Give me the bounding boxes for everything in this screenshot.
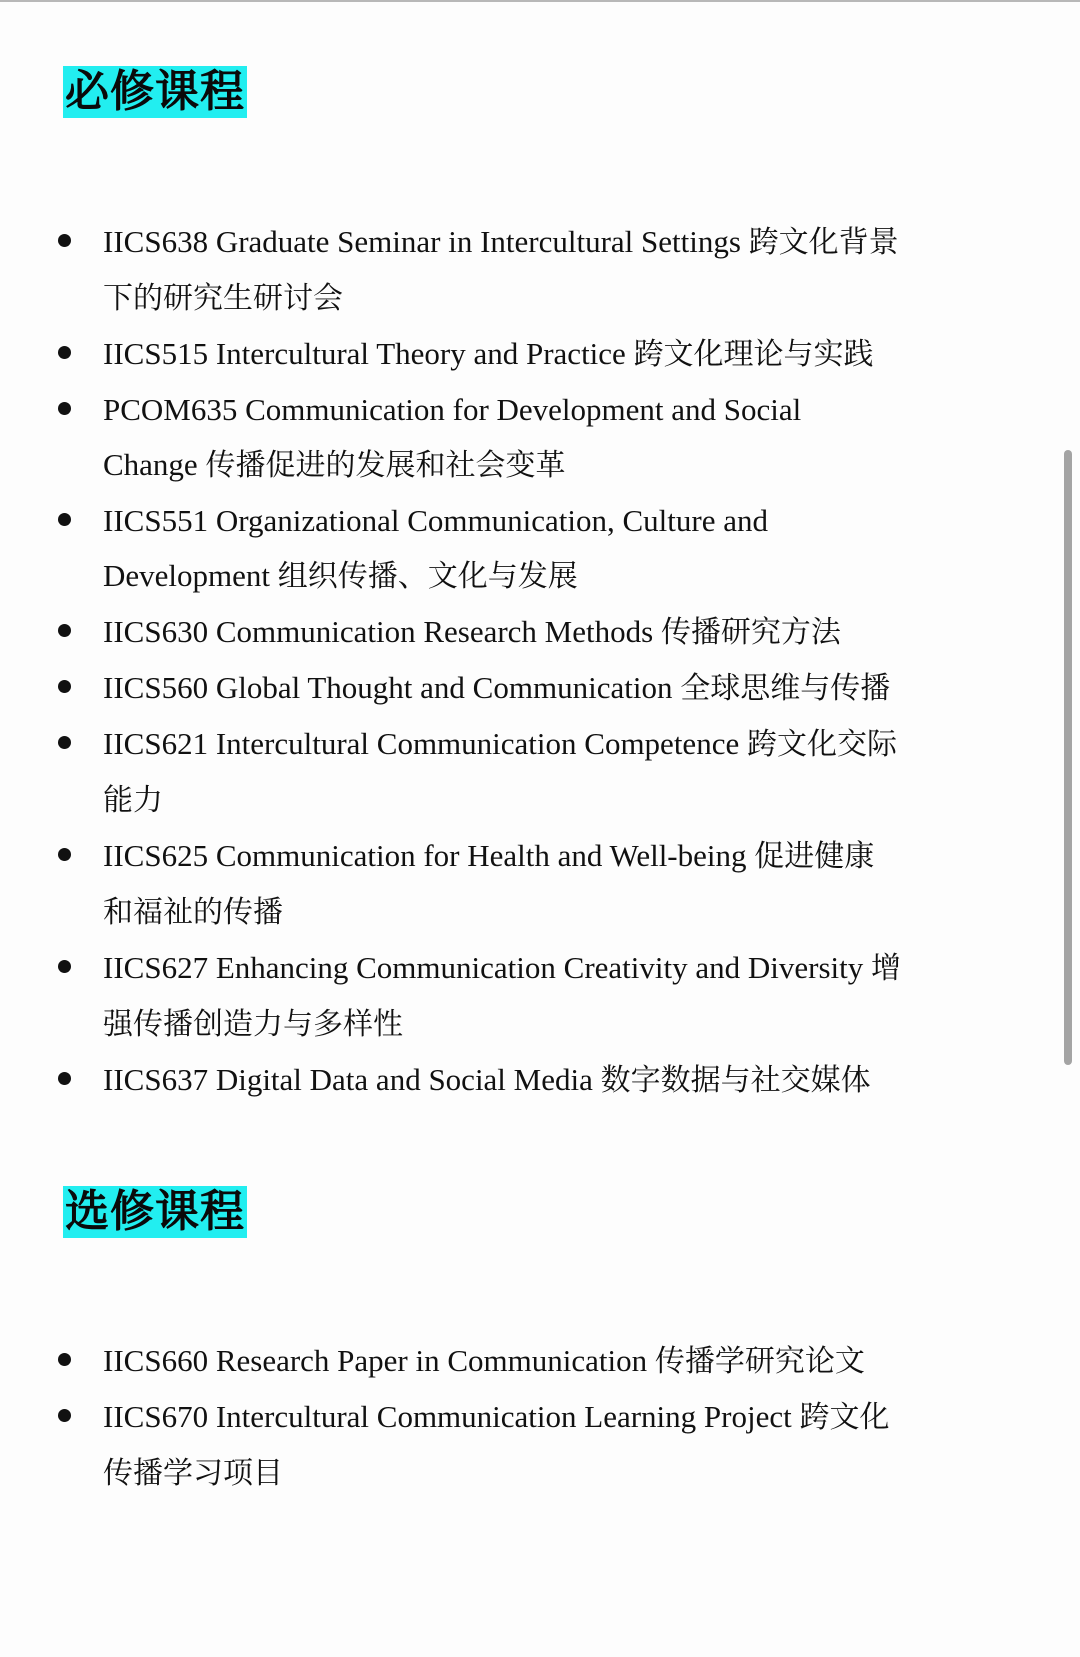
course-item xyxy=(0,493,793,604)
bullet-icon xyxy=(58,736,71,749)
course-title-cn: 全球思维与传播 xyxy=(680,671,891,706)
course-title-en: IICS670 Intercultural Communication Learning Project xyxy=(103,1399,792,1434)
course-item xyxy=(0,382,823,493)
course-title-en: IICS625 Communication for Health and Well-being xyxy=(103,838,747,873)
bullet-icon xyxy=(58,680,71,693)
course-title-cn: 组织传播、文化与发展 xyxy=(277,559,578,594)
course-title-cn: 跨文化理论与实践 xyxy=(633,337,874,372)
elective-course-list xyxy=(0,1333,1080,1501)
bullet-icon xyxy=(58,1353,71,1366)
course-title-cn: 数字数据与社交媒体 xyxy=(600,1063,871,1098)
course-title-cn: 传播研究方法 xyxy=(660,615,841,650)
bullet-icon xyxy=(58,848,71,861)
course-item xyxy=(0,660,933,716)
bullet-icon xyxy=(58,1072,71,1085)
course-item xyxy=(0,1052,923,1108)
elective-courses-heading: 选修课程 xyxy=(65,1186,245,1237)
course-title-cn: 传播学研究论文 xyxy=(654,1344,865,1379)
bullet-icon xyxy=(58,402,71,415)
course-title-cn: 促进健康和福祉的传播 xyxy=(103,839,875,930)
course-title-en: IICS630 Communication Research Methods xyxy=(103,614,654,649)
course-title-cn: 跨文化传播学习项目 xyxy=(103,1400,890,1491)
course-title-en: IICS637 Digital Data and Social Media xyxy=(103,1062,593,1097)
course-item xyxy=(0,214,918,326)
bullet-icon xyxy=(58,1409,71,1422)
bullet-icon xyxy=(58,234,71,247)
course-item xyxy=(0,940,918,1052)
bullet-icon xyxy=(58,513,71,526)
course-title-cn: 跨文化交际能力 xyxy=(103,727,897,818)
bullet-icon xyxy=(58,624,71,637)
course-item xyxy=(0,604,923,660)
course-title-cn: 跨文化背景下的研究生研讨会 xyxy=(103,225,899,316)
course-title-cn: 增强传播创造力与多样性 xyxy=(103,951,901,1042)
course-item xyxy=(0,326,923,382)
bullet-icon xyxy=(58,960,71,973)
course-title-en: IICS560 Global Thought and Communication xyxy=(103,670,673,705)
course-title-en: PCOM635 Communication for Development and Social Change xyxy=(103,392,802,482)
course-title-en: IICS627 Enhancing Communication Creativity and Diversity xyxy=(103,950,864,985)
course-item xyxy=(0,828,898,940)
bullet-icon xyxy=(58,346,71,359)
course-item xyxy=(0,1389,908,1501)
required-courses-heading: 必修课程 xyxy=(65,66,245,117)
course-title-cn: 传播促进的发展和社会变革 xyxy=(205,448,566,483)
scrollbar-thumb[interactable] xyxy=(1064,450,1072,1065)
course-item xyxy=(0,716,918,828)
top-divider xyxy=(0,0,1080,2)
course-item xyxy=(0,1333,923,1389)
course-title-en: IICS515 Intercultural Theory and Practice xyxy=(103,336,626,371)
course-title-en: IICS660 Research Paper in Communication xyxy=(103,1343,648,1378)
course-title-en: IICS551 Organizational Communication, Culture and Development xyxy=(103,503,768,593)
required-course-list xyxy=(0,214,1080,1108)
course-title-en: IICS638 Graduate Seminar in Intercultural Settings xyxy=(103,224,741,259)
course-title-en: IICS621 Intercultural Communication Competence xyxy=(103,726,740,761)
